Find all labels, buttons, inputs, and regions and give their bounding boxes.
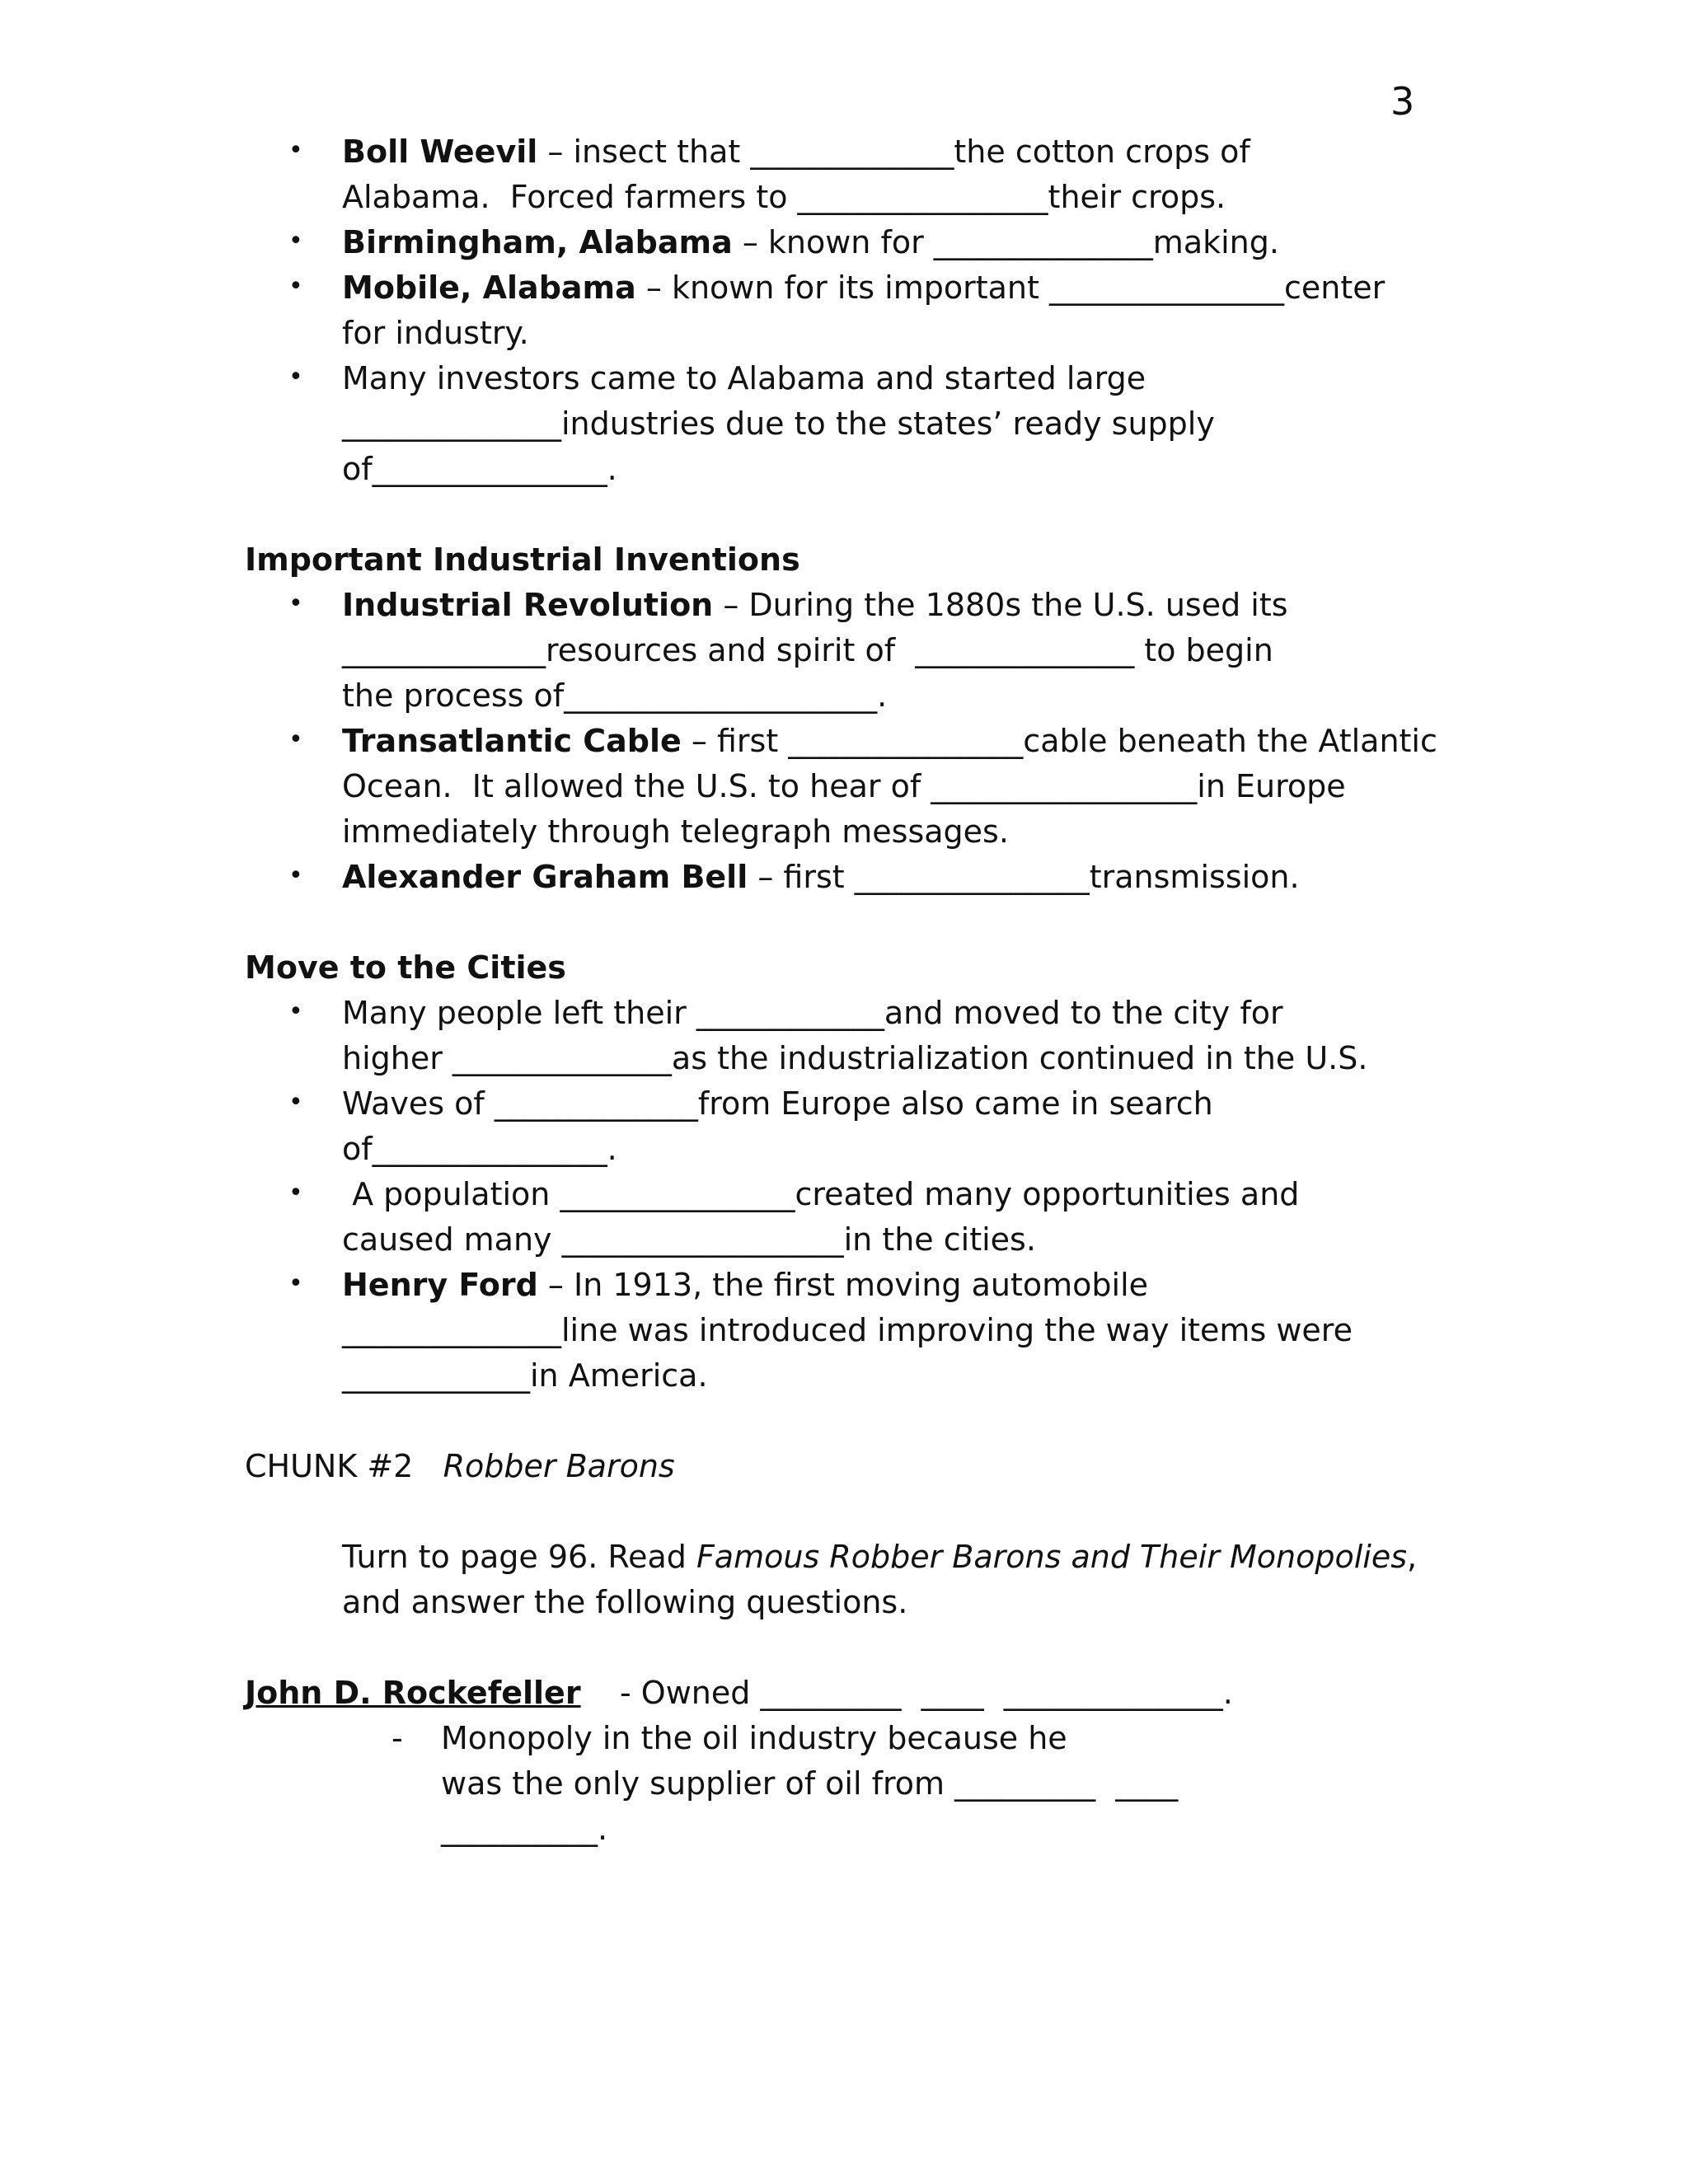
term-industrial-revolution: Industrial Revolution	[342, 587, 714, 623]
instruction-line-1: Turn to page 96. Read Famous Robber Barons and Their Monopolies,	[342, 1539, 1418, 1575]
industrial-revolution-line-3: the process of____________________.	[342, 677, 888, 714]
instruction-line-2: and answer the following questions.	[342, 1584, 908, 1620]
waves-line-2: of_______________.	[342, 1131, 617, 1167]
boll-weevil-line-2: Alabama. Forced farmers to ________________their crops.	[342, 179, 1226, 215]
bullet: •	[288, 589, 303, 618]
page-number: 3	[1390, 79, 1415, 124]
industrial-revolution-line-1: Industrial Revolution – During the 1880s the U.S. used its	[342, 587, 1288, 623]
mobile-line-2: for industry.	[342, 315, 529, 351]
birmingham-line: Birmingham, Alabama – known for ______________making.	[342, 224, 1279, 260]
transatlantic-line-2: Ocean. It allowed the U.S. to hear of _________________in Europe	[342, 768, 1346, 804]
boll-weevil-line-1: Boll Weevil – insect that _____________the cotton crops of	[342, 134, 1250, 170]
bullet: •	[288, 1088, 303, 1117]
ford-line-2: ______________line was introduced improving the way items were	[342, 1312, 1353, 1348]
ford-line-3: ____________in America.	[342, 1357, 708, 1394]
chunk-heading	[245, 1448, 675, 1484]
transatlantic-line-1: Transatlantic Cable – first _______________cable beneath the Atlantic	[342, 723, 1437, 759]
heading-move-to-cities: Move to the Cities	[245, 949, 566, 986]
mobile-line-1: Mobile, Alabama – known for its important _______________center	[342, 269, 1386, 306]
ford-line-1: Henry Ford – In 1913, the first moving automobile	[342, 1267, 1149, 1303]
reading-title: Famous Robber Barons and Their Monopolies	[696, 1539, 1408, 1575]
bullet: •	[288, 272, 303, 301]
chunk-title: Robber Barons	[443, 1448, 675, 1484]
waves-line-1: Waves of _____________from Europe also came in search	[342, 1085, 1213, 1122]
bullet: •	[288, 861, 303, 890]
bullet: •	[288, 725, 303, 754]
monopoly-line-3: __________.	[441, 1811, 608, 1847]
chunk-label: CHUNK #2	[245, 1448, 414, 1484]
bell-line: Alexander Graham Bell – first _______________transmission.	[342, 859, 1300, 895]
term-mobile: Mobile, Alabama	[342, 269, 636, 306]
rockefeller-name: John D. Rockefeller	[245, 1675, 581, 1711]
bullet: •	[288, 1269, 303, 1298]
heading-inventions: Important Industrial Inventions	[245, 541, 800, 578]
bullet: •	[288, 1179, 303, 1207]
term-birmingham: Birmingham, Alabama	[342, 224, 733, 260]
population-line-1: A population _______________created many opportunities and	[342, 1176, 1300, 1212]
monopoly-line-2: was the only supplier of oil from _________ ____	[441, 1765, 1179, 1802]
term-boll-weevil: Boll Weevil	[342, 134, 538, 170]
monopoly-line-1: Monopoly in the oil industry because he	[441, 1720, 1067, 1756]
bullet: •	[288, 227, 303, 255]
population-line-2: caused many __________________in the cities.	[342, 1221, 1036, 1258]
investors-line-1: Many investors came to Alabama and started large	[342, 360, 1146, 396]
cities-line-2: higher ______________as the industrialization continued in the U.S.	[342, 1040, 1368, 1076]
term-henry-ford: Henry Ford	[342, 1267, 538, 1303]
investors-line-3: of_______________.	[342, 451, 617, 487]
transatlantic-line-3: immediately through telegraph messages.	[342, 813, 1009, 850]
term-transatlantic-cable: Transatlantic Cable	[342, 723, 682, 759]
industrial-revolution-line-2: _____________resources and spirit of ______________ to begin	[342, 632, 1273, 668]
investors-line-2: ______________industries due to the states’ ready supply	[342, 405, 1215, 442]
term-alexander-graham-bell: Alexander Graham Bell	[342, 859, 748, 895]
bullet: •	[288, 363, 303, 391]
dash-marker: -	[392, 1720, 403, 1756]
bullet: •	[288, 136, 303, 165]
rockefeller-owned-line: - Owned _________ ____ ______________.	[620, 1675, 1233, 1711]
bullet: •	[288, 997, 303, 1026]
cities-line-1: Many people left their ____________and moved to the city for	[342, 995, 1283, 1031]
